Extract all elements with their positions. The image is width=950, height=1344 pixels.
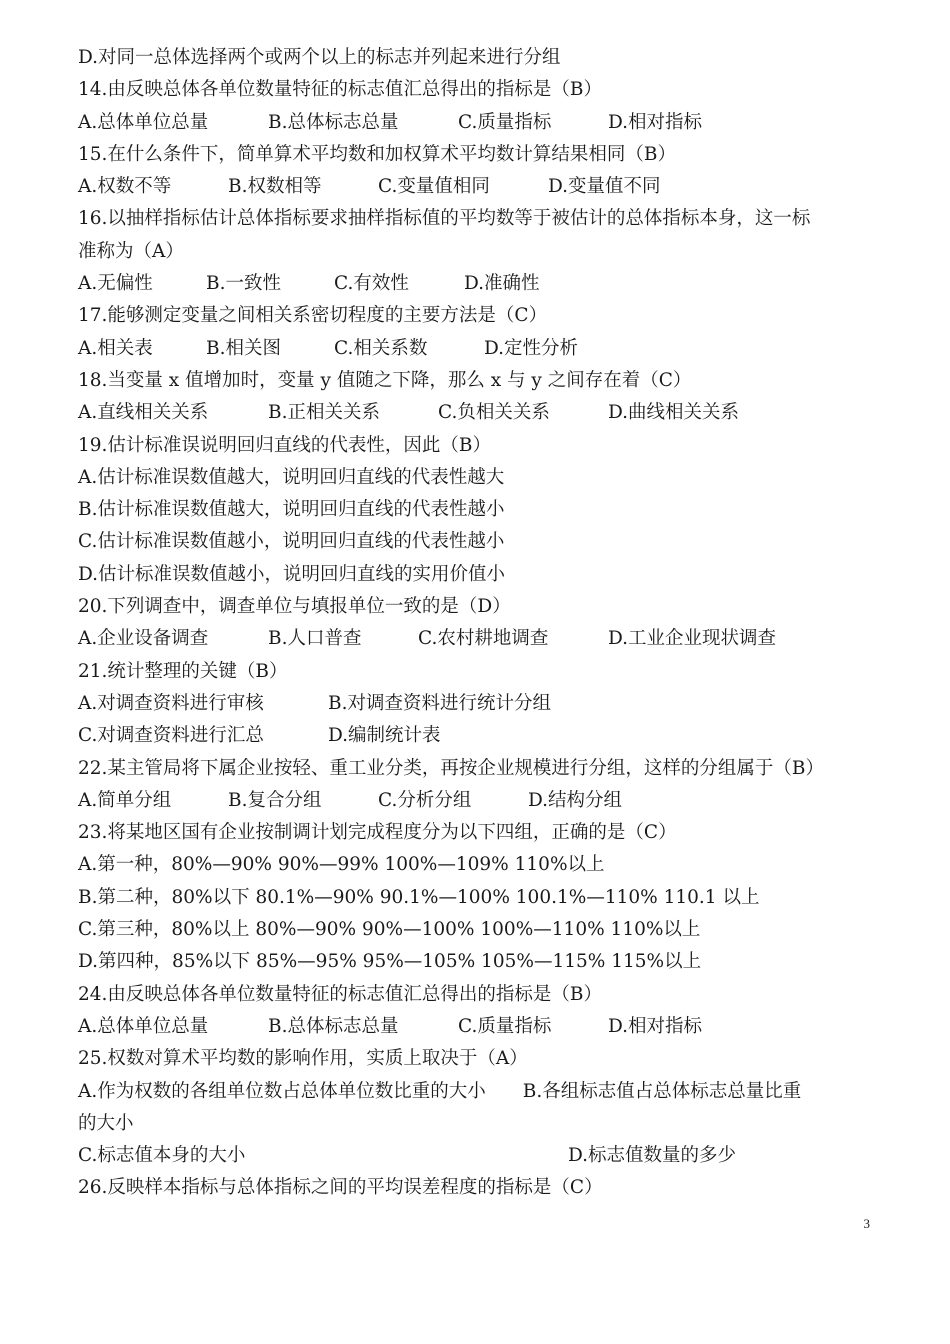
options-24 — [78, 1011, 878, 1043]
page-content — [78, 42, 878, 1205]
option-d: D.相对指标 — [608, 111, 703, 133]
option-c: C.标志值本身的大小 — [78, 1145, 246, 1167]
options-25-cd — [78, 1140, 878, 1172]
option-c: C.变量值相同 — [378, 176, 490, 198]
options-16 — [78, 268, 878, 300]
option-c: C.质量指标 — [458, 111, 552, 133]
option-a: A.总体单位总量 — [78, 1015, 209, 1037]
option-b: B.第二种，80%以下 80.1%—90% 90.1%—100% 100.1%—110% 110.1 以上 — [78, 886, 760, 908]
option-d: D.第四种，85%以下 85%—95% 95%—105% 105%—115% 115%以上 — [78, 951, 702, 973]
option-a: A.无偏性 — [78, 273, 153, 295]
option-b: B.估计标准误数值越大，说明回归直线的代表性越小 — [78, 499, 505, 521]
options-22 — [78, 785, 878, 817]
option-b: B.相关图 — [206, 337, 281, 359]
option-b: B.权数相等 — [228, 176, 322, 198]
question-21: 21.统计整理的关键（B） — [78, 660, 288, 682]
question-23: 23.将某地区国有企业按制调计划完成程度分为以下四组，正确的是（C） — [78, 822, 677, 844]
option-c: C.有效性 — [334, 273, 409, 295]
option-c: C.第三种，80%以上 80%—90% 90%—100% 100%—110% 110%以上 — [78, 919, 701, 941]
option-a: A.权数不等 — [78, 176, 172, 198]
option-d: D.标志值数量的多少 — [568, 1145, 737, 1167]
option-d: D.曲线相关关系 — [608, 402, 740, 424]
options-20 — [78, 623, 878, 655]
question-19: 19.估计标准误说明回归直线的代表性，因此（B） — [78, 434, 492, 456]
option-b: B.正相关关系 — [268, 402, 380, 424]
question-17: 17.能够测定变量之间相关系密切程度的主要方法是（C） — [78, 305, 548, 327]
options-21-ab — [78, 688, 878, 720]
option-d: D.编制统计表 — [328, 725, 441, 747]
question-16: 16.以抽样指标估计总体指标要求抽样指标值的平均数等于被估计的总体指标本身，这一标 — [78, 208, 811, 230]
question-26: 26.反映样本指标与总体指标之间的平均误差程度的指标是（C） — [78, 1177, 603, 1199]
options-15 — [78, 171, 878, 203]
option-b: B.总体标志总量 — [268, 1015, 399, 1037]
option-line: D.对同一总体选择两个或两个以上的标志并列起来进行分组 — [78, 47, 561, 68]
option-d: D.准确性 — [464, 273, 540, 295]
option-a: A.对调查资料进行审核 — [78, 692, 264, 714]
option-a: A.第一种，80%—90% 90%—99% 100%—109% 110%以上 — [78, 854, 605, 876]
option-a: A.企业设备调查 — [78, 628, 209, 650]
option-c: C.对调查资料进行汇总 — [78, 725, 264, 747]
option-d: D.变量值不同 — [548, 176, 661, 198]
option-a: A.相关表 — [78, 337, 153, 359]
option-a: A.估计标准误数值越大，说明回归直线的代表性越大 — [78, 466, 505, 488]
option-c: C.相关系数 — [334, 337, 428, 359]
question-25: 25.权数对算术平均数的影响作用，实质上取决于（A） — [78, 1048, 528, 1070]
options-21-cd — [78, 720, 878, 752]
options-17 — [78, 333, 878, 365]
question-22: 22.某主管局将下属企业按轻、重工业分类，再按企业规模进行分组，这样的分组属于（B） — [78, 757, 825, 779]
options-18 — [78, 397, 878, 429]
option-c: C.农村耕地调查 — [418, 628, 549, 650]
option-a: A.直线相关关系 — [78, 402, 209, 424]
option-d: D.工业企业现状调查 — [608, 628, 777, 650]
question-18: 18.当变量 x 值增加时，变量 y 值随之下降，那么 x 与 y 之间存在着（C） — [78, 369, 692, 391]
question-14: 14.由反映总体各单位数量特征的标志值汇总得出的指标是（B） — [78, 79, 603, 101]
option-b: B.总体标志总量 — [268, 111, 399, 133]
question-15: 15.在什么条件下，简单算术平均数和加权算术平均数计算结果相同（B） — [78, 143, 677, 165]
question-24: 24.由反映总体各单位数量特征的标志值汇总得出的指标是（B） — [78, 983, 603, 1005]
option-c: C.估计标准误数值越小，说明回归直线的代表性越小 — [78, 531, 505, 553]
option-d: D.定性分析 — [484, 337, 579, 359]
option-b: B.对调查资料进行统计分组 — [328, 692, 551, 714]
question-16-cont: 准称为（A） — [78, 240, 184, 262]
option-d: D.相对指标 — [608, 1015, 703, 1037]
option-d: D.估计标准误数值越小，说明回归直线的实用价值小 — [78, 563, 506, 585]
page-number: 3 — [863, 1216, 870, 1231]
option-c: C.质量指标 — [458, 1015, 552, 1037]
question-20: 20.下列调查中，调查单位与填报单位一致的是（D） — [78, 596, 511, 618]
options-25-ab-cont: 的大小 — [78, 1112, 134, 1134]
options-14 — [78, 107, 878, 139]
option-b: B.人口普查 — [268, 628, 362, 650]
option-c: C.负相关关系 — [438, 402, 550, 424]
option-d: D.结构分组 — [528, 789, 623, 811]
option-c: C.分析分组 — [378, 789, 472, 811]
option-b: B.一致性 — [206, 273, 281, 295]
options-25-ab: A.作为权数的各组单位数占总体单位数比重的大小 B.各组标志值占总体标志总量比重 — [78, 1080, 802, 1102]
option-b: B.复合分组 — [228, 789, 322, 811]
option-a: A.简单分组 — [78, 789, 172, 811]
option-a: A.总体单位总量 — [78, 111, 209, 133]
